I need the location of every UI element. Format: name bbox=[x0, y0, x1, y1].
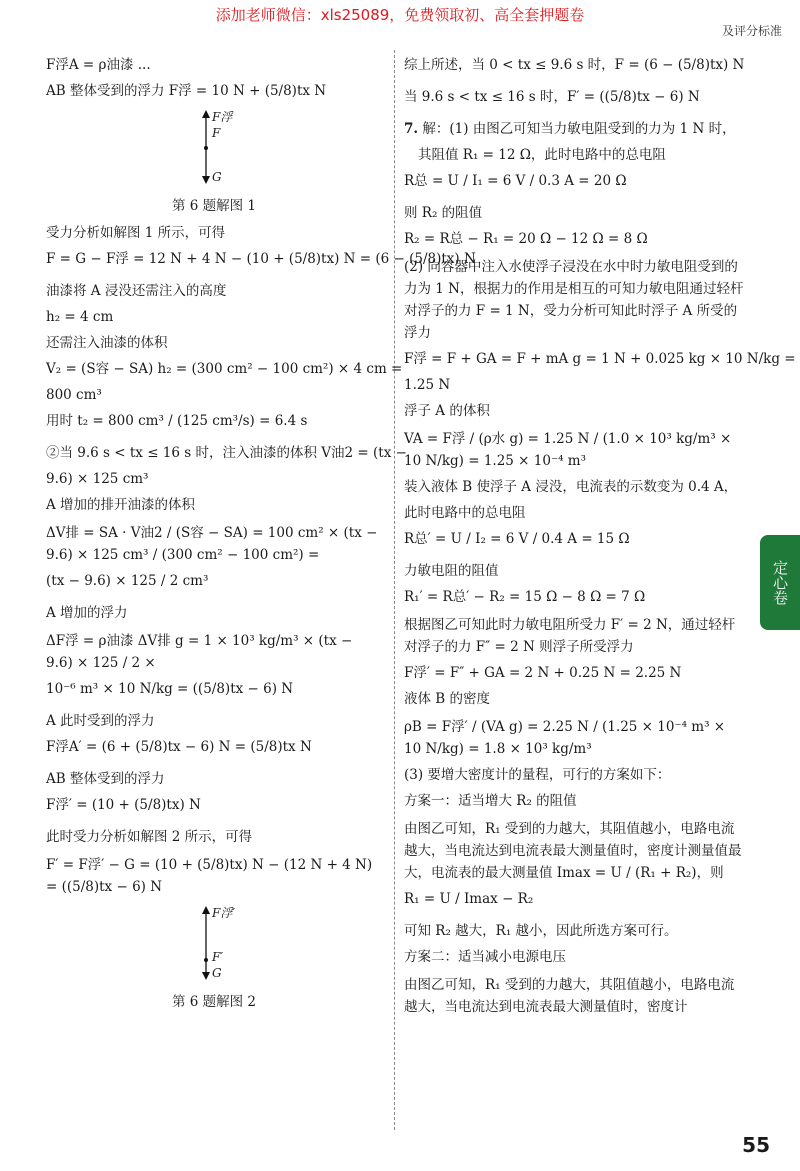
text-line: 还需注入油漆的体积 bbox=[46, 335, 168, 351]
text-line: AB 整体受到的浮力 F浮 = 10 N + (5/8)tx N bbox=[46, 83, 327, 99]
force-diagram-1 bbox=[46, 108, 382, 188]
equation-line: 用时 t₂ = 800 cm³ / (125 cm³/s) = 6.4 s bbox=[46, 413, 308, 429]
equation-line: R₂ = R总 − R₁ = 20 Ω − 12 Ω = 8 Ω bbox=[404, 231, 648, 247]
upward-arrowhead bbox=[202, 906, 210, 914]
page-header: 及评分标准 bbox=[721, 24, 782, 38]
text-line: 力敏电阻的阻值 bbox=[404, 563, 499, 579]
equation-line: F = G − F浮 = 12 N + 4 N − (10 + (5/8)tx) N = (6 − (5/8)tx) N bbox=[46, 251, 476, 267]
equation-line: 10⁻⁶ m³ × 10 N/kg = ((5/8)tx − 6) N bbox=[46, 681, 294, 697]
text-line: 9.6) × 125 cm³ bbox=[46, 471, 149, 487]
equation-line: 800 cm³ bbox=[46, 387, 102, 403]
force-label: F bbox=[212, 126, 221, 140]
equation-line: (tx − 9.6) × 125 / 2 cm³ bbox=[46, 573, 209, 589]
force-point bbox=[204, 146, 208, 150]
text-paragraph: (2) 向容器中注入水使浮子浸没在水中时力敏电阻受到的力为 1 N，根据力的作用是相互的可知力敏电阻通过轻杆对浮子的力 F = 1 N，受力分析可知此时浮子 A 所受的浮力 bbox=[404, 259, 744, 341]
force-label: F′ bbox=[212, 950, 224, 964]
text-line: A 增加的浮力 bbox=[46, 605, 128, 621]
text-line: 受力分析如解图 1 所示，可得 bbox=[46, 225, 226, 241]
equation-line: 1.25 N bbox=[404, 377, 451, 393]
force-diagram-2 bbox=[46, 904, 382, 984]
promo-banner: 添加老师微信：xls25089，免费领取初、高全套押题卷 bbox=[215, 6, 585, 24]
force-point bbox=[204, 958, 208, 962]
column-divider bbox=[394, 50, 395, 1130]
text-line: 当 9.6 s < tx ≤ 16 s 时，F′ = ((5/8)tx − 6) N bbox=[404, 89, 700, 105]
text-line: 此时电路中的总电阻 bbox=[404, 505, 526, 521]
text-line: (3) 要增大密度计的量程，可行的方案如下： bbox=[404, 767, 671, 783]
equation-line: F浮 = F + GA = F + mA g = 1 N + 0.025 kg × 10 N/kg = bbox=[404, 351, 796, 367]
equation-line: ΔV排 = SA · V油2 / (S容 − SA) = 100 cm² × (tx − 9.6) × 125 cm³ / (300 cm² − 100 cm²) = bbox=[46, 525, 378, 563]
figure-caption: 第 6 题解图 2 bbox=[171, 994, 257, 1010]
question-7-intro bbox=[404, 120, 744, 138]
equation-line: V₂ = (S容 − SA) h₂ = (300 cm² − 100 cm²) × 4 cm = bbox=[46, 361, 403, 377]
downward-arrowhead bbox=[202, 972, 210, 980]
equation-line: F′ = F浮′ − G = (10 + (5/8)tx) N − (12 N + 4 N) = ((5/8)tx − 6) N bbox=[46, 857, 373, 895]
text-line: 方案一：适当增大 R₂ 的阻值 bbox=[404, 793, 577, 809]
gravity-label: G bbox=[212, 170, 222, 184]
equation-line: R₁′ = R总′ − R₂ = 15 Ω − 8 Ω = 7 Ω bbox=[404, 589, 646, 605]
page-number: 55 bbox=[742, 1133, 770, 1157]
text-line: 液体 B 的密度 bbox=[404, 691, 491, 707]
text-line: 综上所述，当 0 < tx ≤ 9.6 s 时，F = (6 − (5/8)tx) N bbox=[404, 57, 745, 73]
text-line: AB 整体受到的浮力 bbox=[46, 771, 165, 787]
gravity-label: G bbox=[212, 966, 222, 980]
equation-line: F浮′ = (10 + (5/8)tx) N bbox=[46, 797, 201, 813]
equation-line: R总 = U / I₁ = 6 V / 0.3 A = 20 Ω bbox=[404, 173, 627, 189]
text-line: 油漆将 A 浸没还需注入的高度 bbox=[46, 283, 227, 299]
upward-arrowhead bbox=[202, 110, 210, 118]
text-line: 此时受力分析如解图 2 所示，可得 bbox=[46, 829, 253, 845]
text-line: A 增加的排开油漆的体积 bbox=[46, 497, 196, 513]
question-number: 7. bbox=[404, 121, 419, 137]
text-line: 浮子 A 的体积 bbox=[404, 403, 490, 419]
text-line: 则 R₂ 的阻值 bbox=[404, 205, 483, 221]
text-line: 解：(1) 由图乙可知当力敏电阻受到的力为 1 N 时， bbox=[422, 121, 736, 137]
side-tab: 定心卷 bbox=[760, 535, 800, 630]
text-line: 其阻值 R₁ = 12 Ω，此时电路中的总电阻 bbox=[418, 147, 666, 163]
text-paragraph: 由图乙可知，R₁ 受到的力越大，其阻值越小，电路电流越大，当电流达到电流表最大测量值时，密度计 bbox=[404, 977, 735, 1015]
figure-caption: 第 6 题解图 1 bbox=[171, 198, 257, 214]
downward-arrowhead bbox=[202, 176, 210, 184]
equation-line: VA = F浮 / (ρ水 g) = 1.25 N / (1.0 × 10³ kg/m³ × 10 N/kg) = 1.25 × 10⁻⁴ m³ bbox=[404, 431, 732, 469]
equation-line: F浮A′ = (6 + (5/8)tx − 6) N = (5/8)tx N bbox=[46, 739, 312, 755]
equation-line: R总′ = U / I₂ = 6 V / 0.4 A = 15 Ω bbox=[404, 531, 630, 547]
equation-line: R₁ = U / Imax − R₂ bbox=[404, 891, 534, 907]
text-line: ②当 9.6 s < tx ≤ 16 s 时，注入油漆的体积 V油2 = (tx − bbox=[46, 445, 407, 461]
equation-line: ρB = F浮′ / (VA g) = 2.25 N / (1.25 × 10⁻⁴ m³ × 10 N/kg) = 1.8 × 10³ kg/m³ bbox=[404, 719, 726, 757]
text-line: A 此时受到的浮力 bbox=[46, 713, 155, 729]
buoyancy-label: F浮′ bbox=[212, 906, 236, 920]
text-paragraph: 根据图乙可知此时力敏电阻所受力 F′ = 2 N，通过轻杆对浮子的力 F″ = 2 N 则浮子所受浮力 bbox=[404, 617, 736, 655]
equation-line: h₂ = 4 cm bbox=[46, 309, 114, 325]
text-line: 可知 R₂ 越大，R₁ 越小，因此所选方案可行。 bbox=[404, 923, 678, 939]
equation-line: F浮′ = F″ + GA = 2 N + 0.25 N = 2.25 N bbox=[404, 665, 682, 681]
text-line: F浮A = ρ油漆 ... bbox=[46, 57, 151, 73]
text-line: 方案二：适当减小电源电压 bbox=[404, 949, 566, 965]
text-paragraph: 由图乙可知，R₁ 受到的力越大，其阻值越小，电路电流越大，当电流达到电流表最大测量值时，密度计测量值最大，电流表的最大测量值 Imax = U / (R₁ + R₂)，则 bbox=[404, 821, 742, 881]
equation-line: ΔF浮 = ρ油漆 ΔV排 g = 1 × 10³ kg/m³ × (tx − 9.6) × 125 / 2 × bbox=[46, 633, 353, 671]
text-line: 装入液体 B 使浮子 A 浸没，电流表的示数变为 0.4 A， bbox=[404, 479, 738, 495]
buoyancy-label: F浮 bbox=[212, 110, 233, 124]
